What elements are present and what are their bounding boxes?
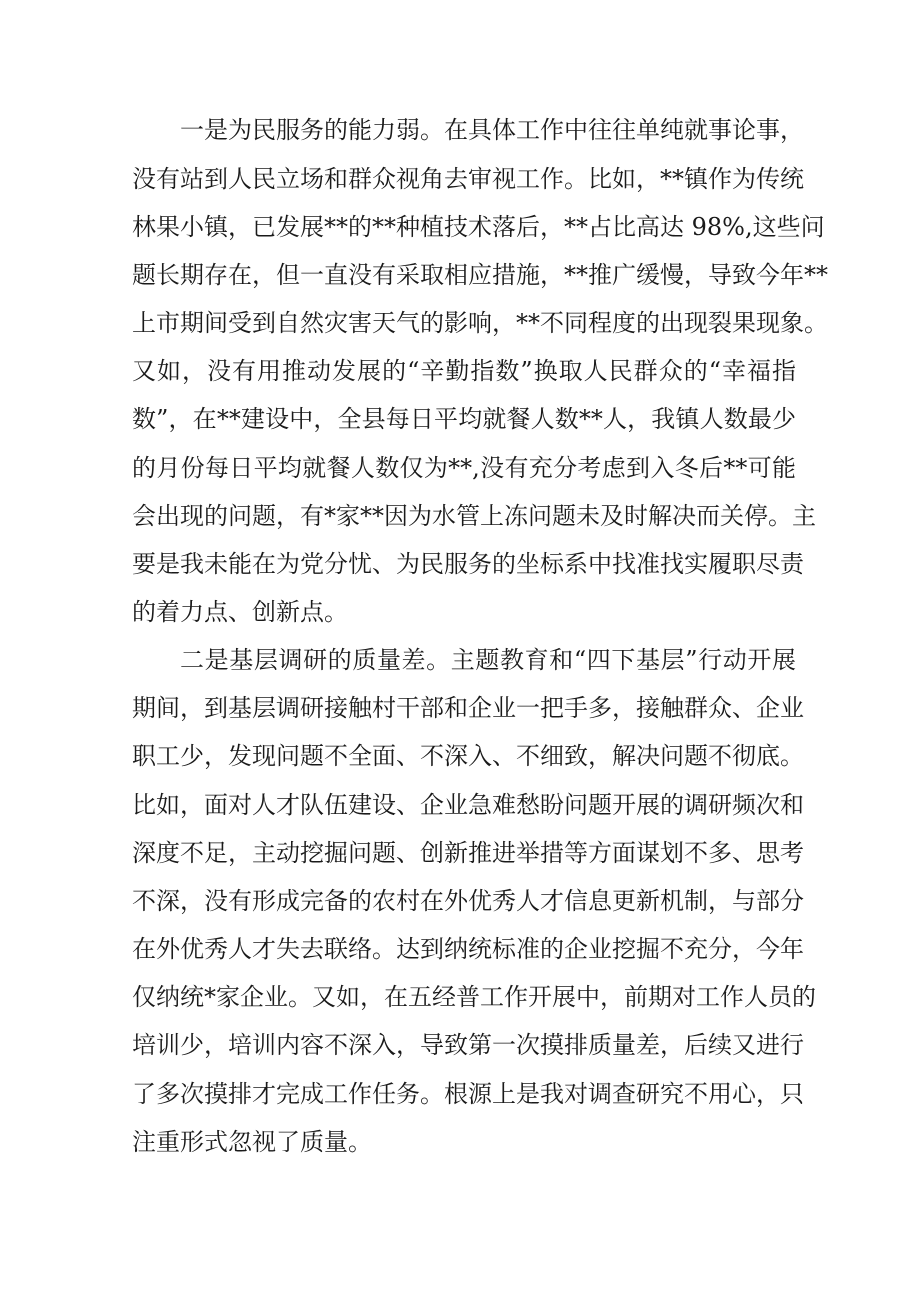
paragraph-2-line-2: 期间，到基层调研接触村干部和企业一把手多，接触群众、企业 [132,694,804,722]
paragraph-1-line-11: 的着力点、创新点。 [132,598,348,626]
paragraph-2-line-8: 仅纳统*家企业。又如，在五经普工作开展中，前期对工作人员的 [132,983,816,1011]
paragraph-2-line-3: 职工少，发现问题不全面、不深入、不细致，解决问题不彻底。 [132,742,804,770]
paragraph-1-line-10: 要是我未能在为党分忧、为民服务的坐标系中找准找实履职尽责 [132,550,804,578]
paragraph-1-line-7: 数”，在**建设中，全县每日平均就餐人数**人，我镇人数最少 [132,405,796,433]
paragraph-2-line-9: 培训少，培训内容不深入，导致第一次摸排质量差，后续又进行 [132,1031,804,1059]
paragraph-2-line-4: 比如，面对人才队伍建设、企业急难愁盼问题开展的调研频次和 [132,791,804,819]
paragraph-1-line-1: 一是为民服务的能力弱。在具体工作中往往单纯就事论事， [180,116,804,144]
paragraph-1-line-2: 没有站到人民立场和群众视角去审视工作。比如，**镇作为传统 [132,165,804,193]
paragraph-1-line-3: 林果小镇，已发展**的**种植技术落后，**占比高达 98%,这些问 [132,213,825,241]
paragraph-2-line-7: 在外优秀人才失去联络。达到纳统标准的企业挖掘不充分，今年 [132,935,804,963]
paragraph-1-line-5: 上市期间受到自然灾害天气的影响，**不同程度的出现裂果现象。 [132,309,828,337]
paragraph-1-line-8: 的月份每日平均就餐人数仅为**,没有充分考虑到入冬后**可能 [132,454,796,482]
paragraph-2-line-5: 深度不足，主动挖掘问题、创新推进举措等方面谋划不多、思考 [132,839,804,867]
paragraph-2-line-1: 二是基层调研的质量差。主题教育和“四下基层”行动开展 [180,646,796,674]
paragraph-1-line-6: 又如，没有用推动发展的“辛勤指数”换取人民群众的“幸福指 [132,357,796,385]
paragraph-1-line-4: 题长期存在，但一直没有采取相应措施，**推广缓慢，导致今年** [132,261,828,289]
paragraph-2-line-10: 了多次摸排才完成工作任务。根源上是我对调查研究不用心，只 [132,1080,804,1108]
paragraph-2-line-6: 不深，没有形成完备的农村在外优秀人才信息更新机制，与部分 [132,887,804,915]
paragraph-2-line-11: 注重形式忽视了质量。 [132,1128,372,1156]
paragraph-1-line-9: 会出现的问题，有*家**因为水管上冻问题未及时解决而关停。主 [132,502,816,530]
